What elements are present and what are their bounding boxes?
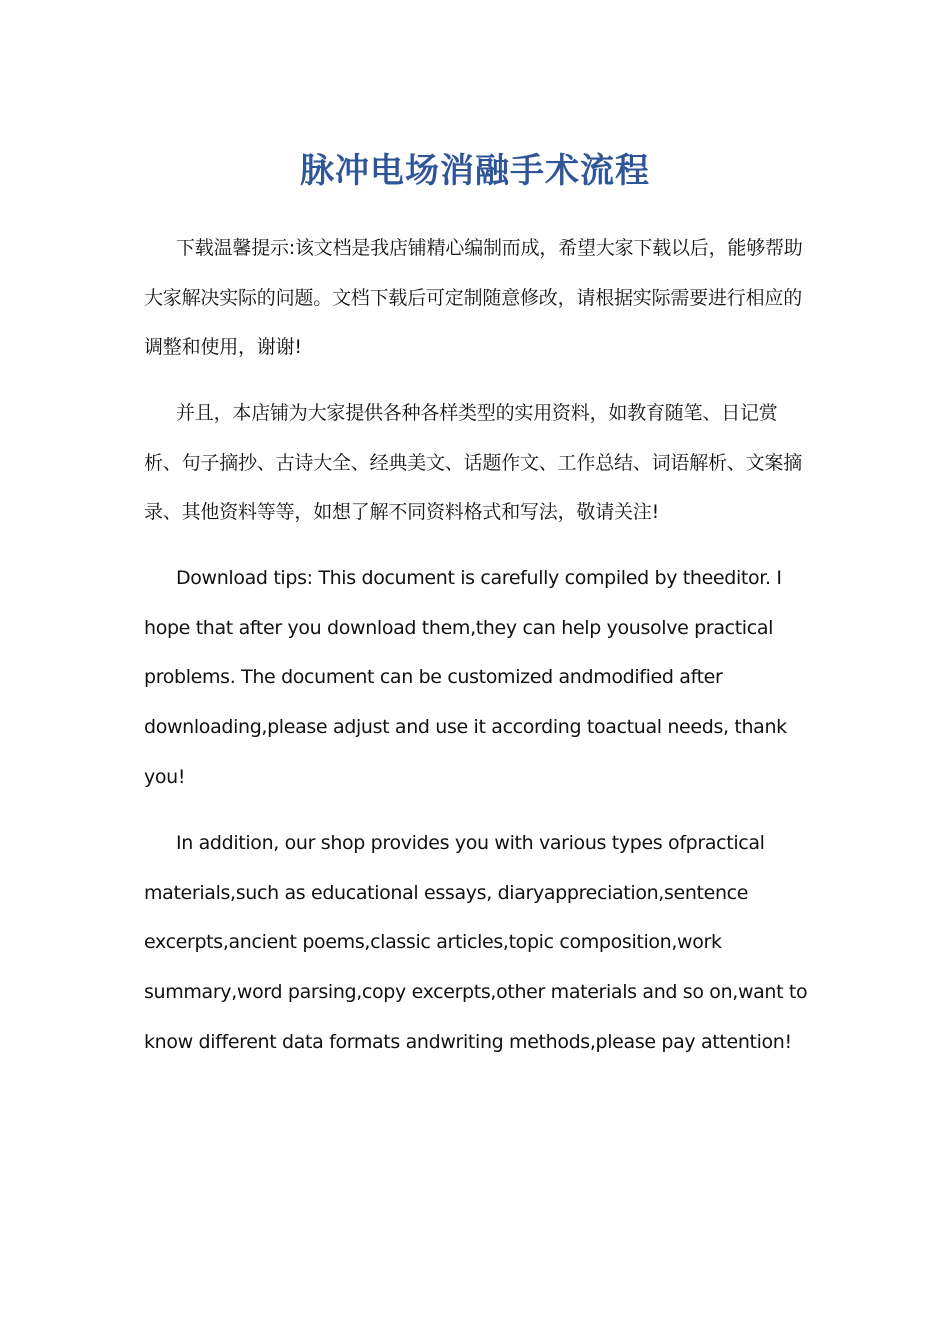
page-title: 脉冲电场消融手术流程 [300,151,650,191]
paragraph-download-tip-zh: 下载温馨提示:该文档是我店铺精心编制而成，希望大家下载以后，能够帮助大家解决实际的问题。文档下载后可定制随意修改，请根据实际需要进行相应的调整和使用，谢谢! [144,237,803,359]
paragraph-shop-info-zh: 并且，本店铺为大家提供各种各样类型的实用资料，如教育随笔、日记赏析、句子摘抄、古诗大全、经典美文、话题作文、工作总结、词语解析、文案摘录、其他资料等等，如想了解不同资料格式和写法，敬请关注! [144,402,803,524]
paragraph-download-tip-en: Download tips: This document is carefully compiled by theeditor. I hope that after you download them,they can help yousolve practical problems. The document can be customized andmodified after downloading,please adjust and use it according toactual needs, thank you! [144,567,787,788]
paragraph-shop-info-en: In addition, our shop provides you with various types ofpractical materials,such as educational essays, diaryappreciation,sentence excerpts,ancient poems,classic articles,topic composition,work summary,word parsing,copy excerpts,other materials and so on,want to know different data formats andwriting methods,please pay attention! [144,832,808,1053]
